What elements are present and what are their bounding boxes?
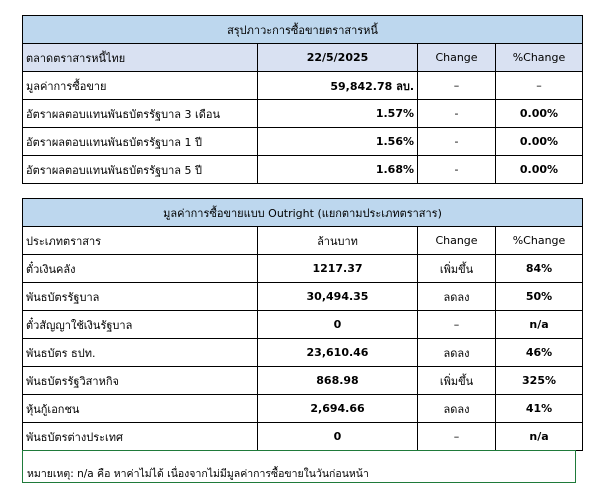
row-label: อัตราผลตอบแทนพันธบัตรรัฐบาล 1 ปี [23, 128, 258, 156]
row-pct-change: 0.00% [496, 156, 583, 184]
outright-row-soe-bonds [23, 367, 583, 395]
row-label: ตั๋วสัญญาใช้เงินรัฐบาล [23, 311, 258, 339]
row-change: เพิ่มขึ้น [418, 255, 496, 283]
row-label: อัตราผลตอบแทนพันธบัตรรัฐบาล 5 ปี [23, 156, 258, 184]
row-pct-change: 0.00% [496, 100, 583, 128]
row-value: 868.98 [258, 367, 418, 395]
summary-title: สรุปภาวะการซื้อขายตราสารหนี้ [23, 16, 583, 44]
row-value: 1217.37 [258, 255, 418, 283]
row-value: 2,694.66 [258, 395, 418, 423]
outright-row-corporate-debentures [23, 395, 583, 423]
summary-header-change: Change [418, 44, 496, 72]
summary-header-date: 22/5/2025 [258, 44, 418, 72]
row-change: - [418, 128, 496, 156]
outright-row-government-bonds [23, 283, 583, 311]
bond-summary-table [22, 15, 583, 184]
row-label: หุ้นกู้เอกชน [23, 395, 258, 423]
row-pct-change: 84% [496, 255, 583, 283]
row-value: 0 [258, 311, 418, 339]
row-pct-change: n/a [496, 423, 583, 451]
outright-header-pct-change: %Change [496, 227, 583, 255]
summary-row-trading-value [23, 72, 583, 100]
row-label: พันธบัตรรัฐบาล [23, 283, 258, 311]
row-change: เพิ่มขึ้น [418, 367, 496, 395]
row-change: ลดลง [418, 395, 496, 423]
row-pct-change: 0.00% [496, 128, 583, 156]
row-change: – [418, 72, 496, 100]
row-value: 30,494.35 [258, 283, 418, 311]
outright-header-million-baht: ล้านบาท [258, 227, 418, 255]
row-pct-change: 325% [496, 367, 583, 395]
summary-row-yield-3m [23, 100, 583, 128]
row-pct-change: 41% [496, 395, 583, 423]
outright-header-change: Change [418, 227, 496, 255]
row-value: 1.68% [258, 156, 418, 184]
outright-trading-table [22, 198, 583, 451]
row-value: 0 [258, 423, 418, 451]
outright-row-promissory-notes [23, 311, 583, 339]
summary-row-yield-5y [23, 156, 583, 184]
row-label: มูลค่าการซื้อขาย [23, 72, 258, 100]
outright-title: มูลค่าการซื้อขายแบบ Outright (แยกตามประเภทตราสาร) [23, 199, 583, 227]
row-pct-change: 46% [496, 339, 583, 367]
row-change: ลดลง [418, 283, 496, 311]
row-value: 1.56% [258, 128, 418, 156]
summary-row-yield-1y [23, 128, 583, 156]
row-pct-change: n/a [496, 311, 583, 339]
row-change: – [418, 423, 496, 451]
row-label: อัตราผลตอบแทนพันธบัตรรัฐบาล 3 เดือน [23, 100, 258, 128]
row-label: พันธบัตร ธปท. [23, 339, 258, 367]
row-value: 1.57% [258, 100, 418, 128]
row-label: ตั๋วเงินคลัง [23, 255, 258, 283]
outright-row-foreign-bonds [23, 423, 583, 451]
row-change: - [418, 100, 496, 128]
summary-header-pct-change: %Change [496, 44, 583, 72]
row-change: - [418, 156, 496, 184]
outright-header-type: ประเภทตราสาร [23, 227, 258, 255]
row-pct-change: 50% [496, 283, 583, 311]
outright-row-treasury-bills [23, 255, 583, 283]
row-value: 59,842.78 ลบ. [258, 72, 418, 100]
row-pct-change: – [496, 72, 583, 100]
row-label: พันธบัตรรัฐวิสาหกิจ [23, 367, 258, 395]
row-change: ลดลง [418, 339, 496, 367]
outright-row-bot-bonds [23, 339, 583, 367]
row-change: – [418, 311, 496, 339]
row-label: พันธบัตรต่างประเทศ [23, 423, 258, 451]
row-value: 23,610.46 [258, 339, 418, 367]
footnote: หมายเหตุ: n/a คือ หาค่าไม่ได้ เนื่องจากไม่มีมูลค่าการซื้อขายในวันก่อนหน้า [22, 450, 576, 483]
summary-header-market: ตลาดตราสารหนี้ไทย [23, 44, 258, 72]
